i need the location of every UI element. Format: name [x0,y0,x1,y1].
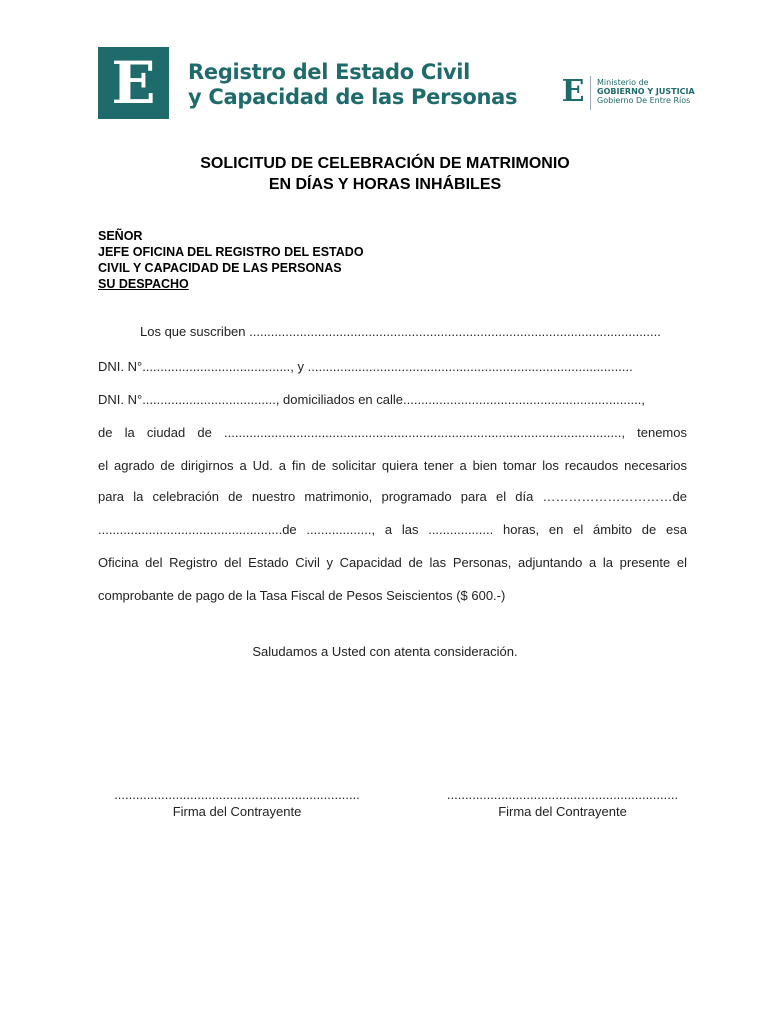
body-line-9: comprobante de pago de la Tasa Fiscal de Pesos Seiscientos ($ 600.-) [98,588,506,603]
signature-block-1 [107,786,367,820]
ministry-line2: GOBIERNO Y JUSTICIA [597,87,695,96]
addressee-block [98,228,364,292]
body-line-8: Oficina del Registro del Estado Civil y Capacidad de las Personas, adjuntando a la presente el [98,555,687,570]
ministry-logo-letter: E [561,74,585,109]
signature-line-2: ................................................................ [446,787,679,802]
addressee-line2: JEFE OFICINA DEL REGISTRO DEL ESTADO [98,245,364,259]
body-line-6: para la celebración de nuestro matrimonio, programado para el día …………………………de [98,489,687,504]
signature-block-2 [438,786,687,820]
registry-logo-letter: E [111,49,156,117]
registry-logo [98,47,169,119]
org-name-line2: y Capacidad de las Personas [188,85,518,109]
ministry-line1: Ministerio de [597,78,649,87]
body-line-4: de la ciudad de .............................................................................................................., tenemos [98,425,687,440]
title-line2: EN DÍAS Y HORAS INHÁBILES [268,176,502,193]
ministry-logo [560,76,586,108]
body-line-2: DNI. N°........................................., y .......................................................................................... [98,359,633,374]
title-line1: SOLICITUD DE CELEBRACIÓN DE MATRIMONIO [200,155,570,172]
org-name-line1: Registro del Estado Civil [188,60,471,84]
addressee-line3: CIVIL Y CAPACIDAD DE LAS PERSONAS [98,261,342,275]
signature-label-1: Firma del Contrayente [172,804,302,819]
signature-label-2: Firma del Contrayente [498,804,627,819]
closing-greeting: Saludamos a Usted con atenta consideración. [252,644,518,659]
body-line-7: ...................................................de .................., a las .................. horas, en el ámbito de esa [98,522,687,537]
ministry-divider [590,76,591,110]
document-title [0,153,770,195]
signature-line-1: .................................................................... [114,787,360,802]
ministry-name [597,78,695,105]
body-line-3: DNI. N°....................................., domiciliados en calle.................................................................., [98,392,646,407]
addressee-line4: SU DESPACHO [98,277,189,291]
body-line-1: Los que suscriben .................................................................................................................. [140,324,661,339]
body-line-5: el agrado de dirigirnos a Ud. a fin de solicitar quiera tener a bien tomar los recaudos necesarios [98,458,687,473]
org-name [188,60,517,110]
ministry-line3: Gobierno De Entre Ríos [597,96,691,105]
addressee-line1: SEÑOR [98,229,143,243]
